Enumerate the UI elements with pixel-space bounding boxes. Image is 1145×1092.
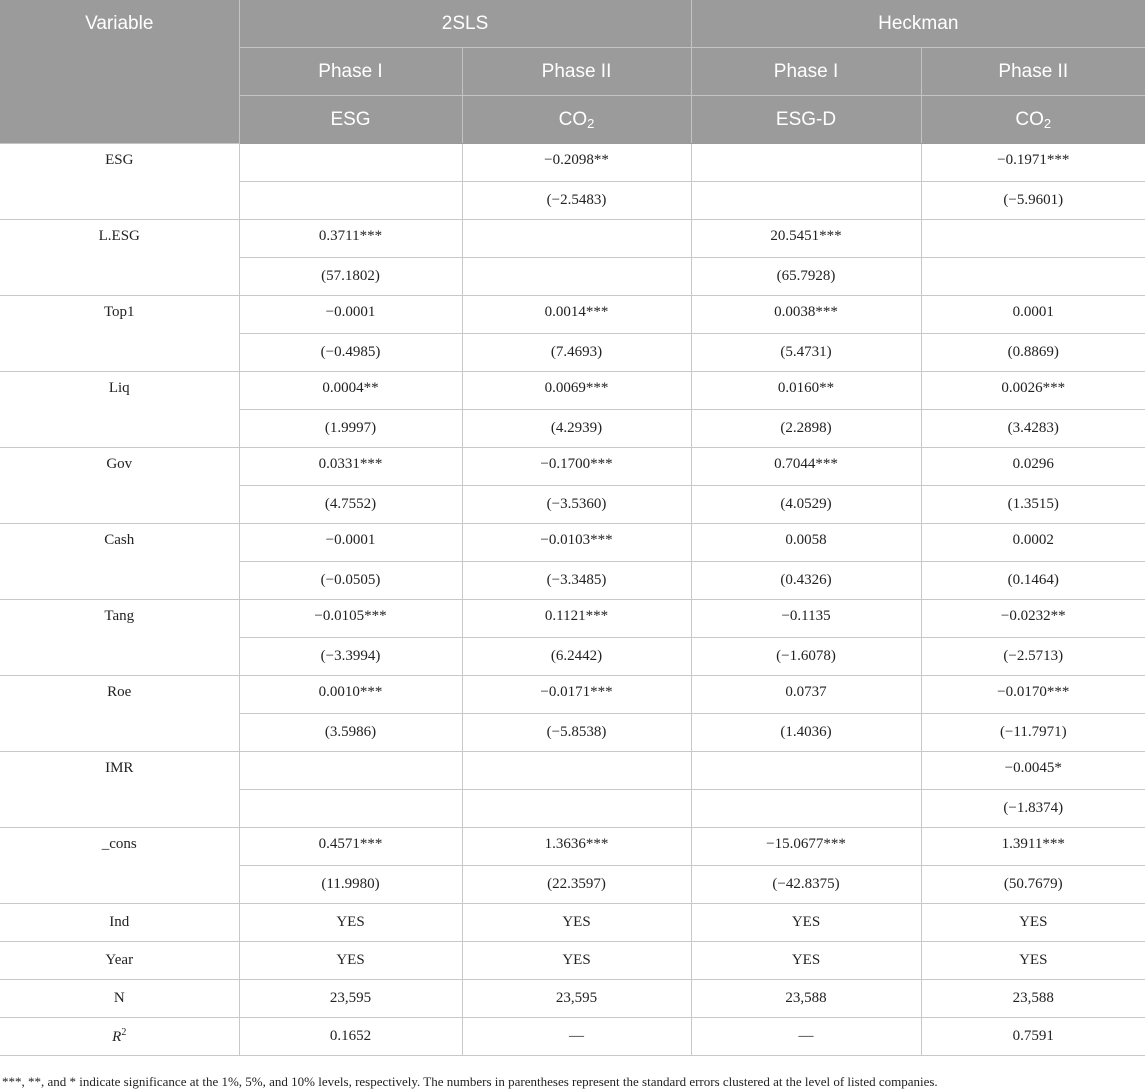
value-cell: 23,595 [239, 980, 462, 1018]
coefficient-cell: −0.1135 [691, 600, 921, 638]
value-cell: YES [691, 904, 921, 942]
tstat-cell: (5.4731) [691, 334, 921, 372]
coefficient-cell: 0.7044*** [691, 448, 921, 486]
coefficient-cell: −0.0170*** [921, 676, 1145, 714]
tstat-cell [462, 790, 691, 828]
tstat-cell: (−3.3994) [239, 638, 462, 676]
table-row [0, 828, 1145, 866]
coefficient-cell: −0.0232** [921, 600, 1145, 638]
coefficient-cell: 0.0331*** [239, 448, 462, 486]
value-cell: — [462, 1018, 691, 1056]
value-cell: YES [691, 942, 921, 980]
table-row [0, 448, 1145, 486]
tstat-cell: (−1.8374) [921, 790, 1145, 828]
table-row [0, 220, 1145, 258]
value-cell: YES [239, 942, 462, 980]
table-row [0, 904, 1145, 942]
coefficient-cell [462, 752, 691, 790]
coefficient-cell: 0.0002 [921, 524, 1145, 562]
tstat-cell: (−5.9601) [921, 182, 1145, 220]
tstat-cell [691, 182, 921, 220]
coefficient-cell [462, 220, 691, 258]
header-phase: Phase II [462, 48, 691, 96]
table-row [0, 600, 1145, 638]
variable-name: Roe [0, 676, 239, 752]
tstat-cell: (−11.7971) [921, 714, 1145, 752]
tstat-cell: (4.2939) [462, 410, 691, 448]
tstat-cell: (−3.5360) [462, 486, 691, 524]
variable-name: $R^2$ [0, 1018, 239, 1056]
header-depvar: $CO_2$ [921, 96, 1145, 144]
variable-name: Gov [0, 448, 239, 524]
tstat-cell: (−2.5483) [462, 182, 691, 220]
value-cell: 23,588 [921, 980, 1145, 1018]
coefficient-cell: 20.5451*** [691, 220, 921, 258]
table-row [0, 372, 1145, 410]
header-variable: Variable [0, 0, 239, 144]
tstat-cell: (0.8869) [921, 334, 1145, 372]
coefficient-cell: 0.0010*** [239, 676, 462, 714]
variable-name: N [0, 980, 239, 1018]
coefficient-cell: 0.0296 [921, 448, 1145, 486]
tstat-cell: (1.4036) [691, 714, 921, 752]
coefficient-cell: 0.3711*** [239, 220, 462, 258]
coefficient-cell: −0.2098** [462, 144, 691, 182]
coefficient-cell: −0.0045* [921, 752, 1145, 790]
header-phase: Phase I [239, 48, 462, 96]
tstat-cell [239, 182, 462, 220]
value-cell: YES [921, 904, 1145, 942]
variable-name: L.ESG [0, 220, 239, 296]
coefficient-cell: 0.4571*** [239, 828, 462, 866]
variable-name: Liq [0, 372, 239, 448]
table-row [0, 980, 1145, 1018]
tstat-cell: (6.2442) [462, 638, 691, 676]
header-group-heckman: Heckman [691, 0, 1145, 48]
coefficient-cell [921, 220, 1145, 258]
variable-name: Tang [0, 600, 239, 676]
value-cell: 0.7591 [921, 1018, 1145, 1056]
coefficient-cell: 1.3911*** [921, 828, 1145, 866]
variable-name: Year [0, 942, 239, 980]
tstat-cell: (50.7679) [921, 866, 1145, 904]
value-cell: 23,595 [462, 980, 691, 1018]
tstat-cell: (−1.6078) [691, 638, 921, 676]
coefficient-cell [691, 144, 921, 182]
tstat-cell [462, 258, 691, 296]
tstat-cell: (−5.8538) [462, 714, 691, 752]
variable-name: IMR [0, 752, 239, 828]
tstat-cell: (3.4283) [921, 410, 1145, 448]
coefficient-cell: 0.0160** [691, 372, 921, 410]
tstat-cell: (−42.8375) [691, 866, 921, 904]
value-cell: YES [921, 942, 1145, 980]
tstat-cell: (2.2898) [691, 410, 921, 448]
table-row [0, 1018, 1145, 1056]
value-cell: YES [239, 904, 462, 942]
value-cell: — [691, 1018, 921, 1056]
tstat-cell: (4.0529) [691, 486, 921, 524]
coefficient-cell: 0.0001 [921, 296, 1145, 334]
coefficient-cell: −15.0677*** [691, 828, 921, 866]
table-row [0, 752, 1145, 790]
tstat-cell: (1.9997) [239, 410, 462, 448]
tstat-cell: (57.1802) [239, 258, 462, 296]
coefficient-cell: 0.0014*** [462, 296, 691, 334]
header-group-2sls: 2SLS [239, 0, 691, 48]
header-depvar: ESG [239, 96, 462, 144]
tstat-cell [691, 790, 921, 828]
coefficient-cell: 1.3636*** [462, 828, 691, 866]
variable-name: _cons [0, 828, 239, 904]
variable-name: Cash [0, 524, 239, 600]
tstat-cell: (22.3597) [462, 866, 691, 904]
coefficient-cell: 0.1121*** [462, 600, 691, 638]
table-row [0, 942, 1145, 980]
tstat-cell: (0.4326) [691, 562, 921, 600]
coefficient-cell: −0.1700*** [462, 448, 691, 486]
tstat-cell: (1.3515) [921, 486, 1145, 524]
coefficient-cell: −0.0105*** [239, 600, 462, 638]
coefficient-cell: −0.0171*** [462, 676, 691, 714]
coefficient-cell [239, 144, 462, 182]
value-cell: 0.1652 [239, 1018, 462, 1056]
coefficient-cell: 0.0026*** [921, 372, 1145, 410]
variable-name: Top1 [0, 296, 239, 372]
coefficient-cell: 0.0737 [691, 676, 921, 714]
variable-name: ESG [0, 144, 239, 220]
coefficient-cell: −0.0001 [239, 524, 462, 562]
coefficient-cell: −0.0103*** [462, 524, 691, 562]
tstat-cell: (11.9980) [239, 866, 462, 904]
header-phase: Phase I [691, 48, 921, 96]
tstat-cell: (−0.4985) [239, 334, 462, 372]
tstat-cell: (3.5986) [239, 714, 462, 752]
tstat-cell: (−0.0505) [239, 562, 462, 600]
coefficient-cell [691, 752, 921, 790]
variable-name: Ind [0, 904, 239, 942]
tstat-cell: (4.7552) [239, 486, 462, 524]
table-footnote: ***, **, and * indicate significance at the 1%, 5%, and 10% levels, respectively. The numbers in parentheses represent the standard errors clustered at the level of listed companies. [2, 1074, 938, 1089]
tstat-cell [921, 258, 1145, 296]
table-row [0, 676, 1145, 714]
coefficient-cell: 0.0058 [691, 524, 921, 562]
coefficient-cell: 0.0004** [239, 372, 462, 410]
tstat-cell: (0.1464) [921, 562, 1145, 600]
value-cell: YES [462, 904, 691, 942]
header-phase: Phase II [921, 48, 1145, 96]
coefficient-cell [239, 752, 462, 790]
coefficient-cell: −0.0001 [239, 296, 462, 334]
tstat-cell: (−3.3485) [462, 562, 691, 600]
coefficient-cell: 0.0038*** [691, 296, 921, 334]
table-row [0, 144, 1145, 182]
coefficient-cell: −0.1971*** [921, 144, 1145, 182]
value-cell: YES [462, 942, 691, 980]
value-cell: 23,588 [691, 980, 921, 1018]
table-row [0, 524, 1145, 562]
tstat-cell: (65.7928) [691, 258, 921, 296]
tstat-cell: (7.4693) [462, 334, 691, 372]
table-row [0, 296, 1145, 334]
tstat-cell: (−2.5713) [921, 638, 1145, 676]
tstat-cell [239, 790, 462, 828]
header-depvar: ESG-D [691, 96, 921, 144]
coefficient-cell: 0.0069*** [462, 372, 691, 410]
header-depvar: $CO_2$ [462, 96, 691, 144]
